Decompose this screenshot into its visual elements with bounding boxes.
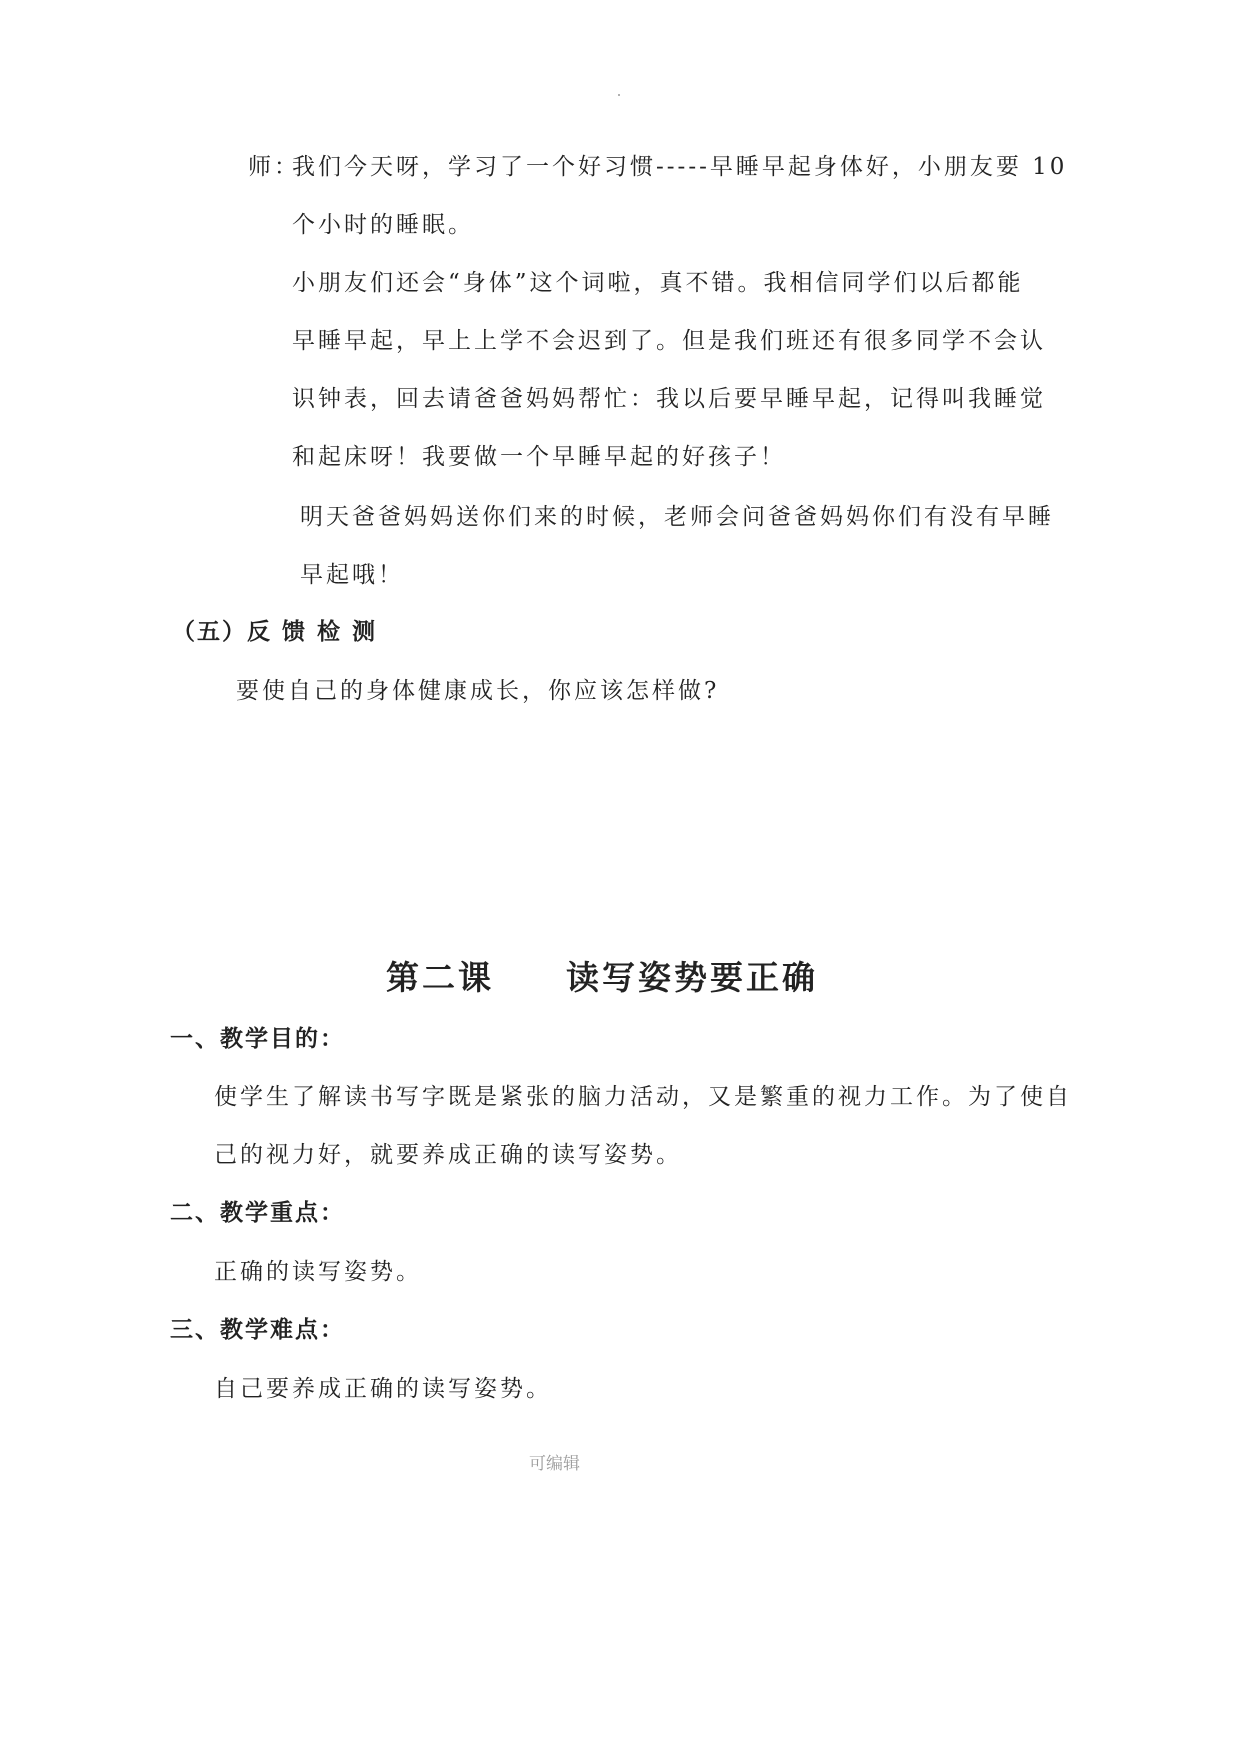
paragraph1-line2: 个小时的睡眠。 — [292, 212, 474, 238]
header-dot — [618, 94, 620, 96]
paragraph1-line1: 我们今天呀，学习了一个好习惯-----早睡早起身体好，小朋友要 10 — [292, 154, 1068, 180]
section-heading-difficulty: 三、教学难点： — [170, 1316, 345, 1343]
feedback-heading: （五）反 馈 检 测 — [172, 618, 378, 645]
paragraph3-line2: 早起哦！ — [300, 562, 404, 588]
section-heading-purpose: 一、教学目的： — [170, 1025, 345, 1052]
purpose-line2: 己的视力好，就要养成正确的读写姿势。 — [214, 1142, 682, 1168]
purpose-line1: 使学生了解读书写字既是紧张的脑力活动，又是繁重的视力工作。为了使自 — [214, 1084, 1072, 1110]
difficulty-line1: 自己要养成正确的读写姿势。 — [214, 1376, 552, 1402]
lesson-title: 第二课 读写姿势要正确 — [386, 958, 818, 997]
teacher-label: 师： — [248, 154, 300, 180]
keypoint-line1: 正确的读写姿势。 — [214, 1259, 422, 1285]
section-heading-keypoint: 二、教学重点： — [170, 1199, 345, 1226]
paragraph2-line2: 早睡早起，早上上学不会迟到了。但是我们班还有很多同学不会认 — [292, 328, 1046, 354]
footer-text: 可编辑 — [529, 1454, 580, 1474]
paragraph2-line1: 小朋友们还会“身体”这个词啦，真不错。我相信同学们以后都能 — [292, 270, 1024, 296]
feedback-question: 要使自己的身体健康成长，你应该怎样做? — [236, 678, 720, 704]
paragraph2-line4: 和起床呀！我要做一个早睡早起的好孩子！ — [292, 444, 786, 470]
paragraph3-line1: 明天爸爸妈妈送你们来的时候，老师会问爸爸妈妈你们有没有早睡 — [300, 504, 1054, 530]
paragraph2-line3: 识钟表，回去请爸爸妈妈帮忙：我以后要早睡早起，记得叫我睡觉 — [292, 386, 1046, 412]
